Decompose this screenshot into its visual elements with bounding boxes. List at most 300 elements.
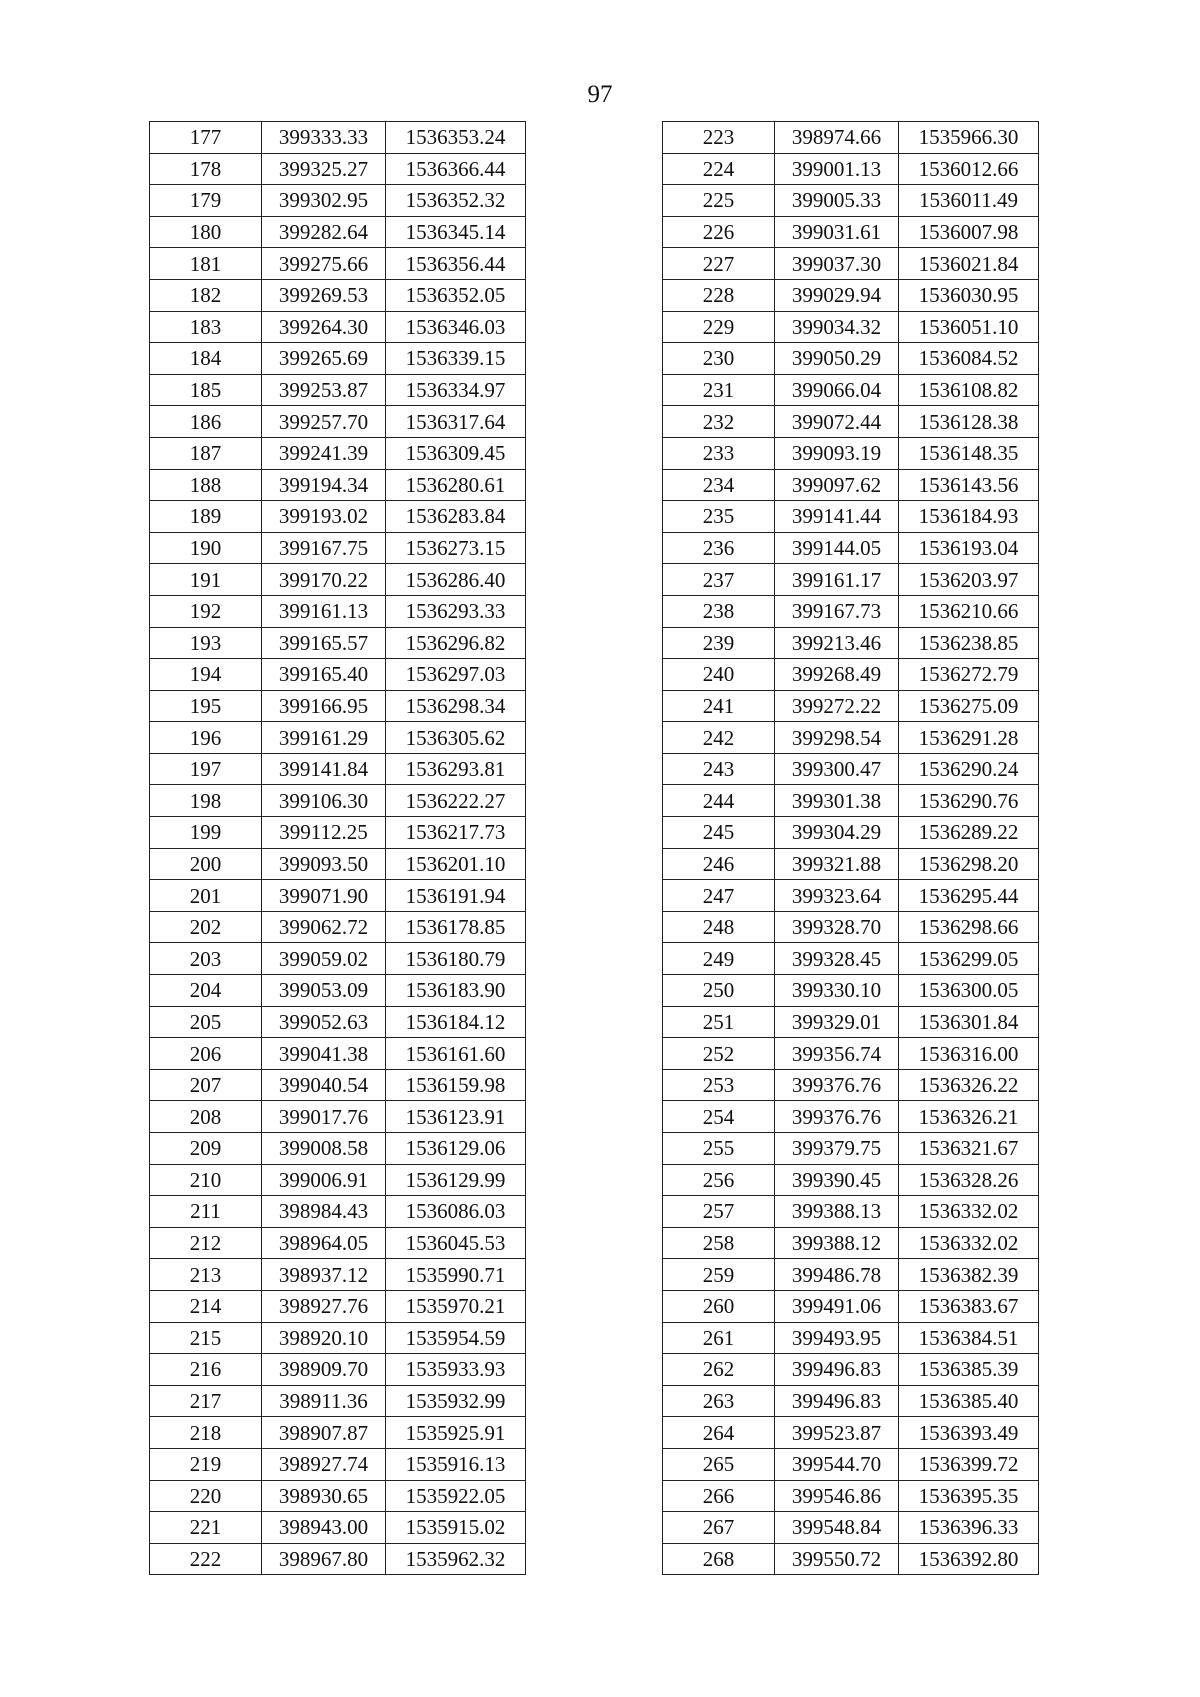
x-coordinate-cell: 399496.83 — [775, 1385, 899, 1417]
y-coordinate-cell: 1536295.44 — [899, 880, 1039, 912]
x-coordinate-cell: 399301.38 — [775, 785, 899, 817]
point-number-cell: 214 — [150, 1290, 262, 1322]
table-row — [663, 1322, 1039, 1354]
x-coordinate-cell: 399325.27 — [262, 153, 386, 185]
y-coordinate-cell: 1536291.28 — [899, 722, 1039, 754]
y-coordinate-cell: 1536298.66 — [899, 911, 1039, 943]
x-coordinate-cell: 399550.72 — [775, 1543, 899, 1575]
table-row — [663, 248, 1039, 280]
x-coordinate-cell: 399170.22 — [262, 564, 386, 596]
point-number-cell: 183 — [150, 311, 262, 343]
table-row — [663, 1196, 1039, 1228]
y-coordinate-cell: 1536012.66 — [899, 153, 1039, 185]
table-row — [663, 343, 1039, 375]
point-number-cell: 262 — [663, 1354, 775, 1386]
table-row — [150, 785, 526, 817]
x-coordinate-cell: 399041.38 — [262, 1038, 386, 1070]
table-row — [150, 248, 526, 280]
y-coordinate-cell: 1536395.35 — [899, 1480, 1039, 1512]
point-number-cell: 210 — [150, 1164, 262, 1196]
y-coordinate-cell: 1536326.22 — [899, 1069, 1039, 1101]
point-number-cell: 223 — [663, 122, 775, 154]
table-row — [663, 437, 1039, 469]
table-row — [150, 374, 526, 406]
y-coordinate-cell: 1535925.91 — [386, 1417, 526, 1449]
table-row — [663, 374, 1039, 406]
y-coordinate-cell: 1536184.93 — [899, 501, 1039, 533]
point-number-cell: 252 — [663, 1038, 775, 1070]
x-coordinate-cell: 399066.04 — [775, 374, 899, 406]
y-coordinate-cell: 1536297.03 — [386, 659, 526, 691]
table-row — [150, 216, 526, 248]
x-coordinate-cell: 399300.47 — [775, 753, 899, 785]
point-number-cell: 195 — [150, 690, 262, 722]
y-coordinate-cell: 1536280.61 — [386, 469, 526, 501]
y-coordinate-cell: 1536321.67 — [899, 1133, 1039, 1165]
y-coordinate-cell: 1536396.33 — [899, 1512, 1039, 1544]
point-number-cell: 261 — [663, 1322, 775, 1354]
point-number-cell: 242 — [663, 722, 775, 754]
y-coordinate-cell: 1536030.95 — [899, 279, 1039, 311]
point-number-cell: 200 — [150, 848, 262, 880]
point-number-cell: 233 — [663, 437, 775, 469]
table-row — [150, 722, 526, 754]
y-coordinate-cell: 1535932.99 — [386, 1385, 526, 1417]
x-coordinate-cell: 399548.84 — [775, 1512, 899, 1544]
point-number-cell: 253 — [663, 1069, 775, 1101]
table-row — [663, 943, 1039, 975]
table-row — [150, 1290, 526, 1322]
x-coordinate-cell: 399376.76 — [775, 1101, 899, 1133]
coordinate-table-left-body — [150, 122, 526, 1575]
x-coordinate-cell: 398927.74 — [262, 1448, 386, 1480]
x-coordinate-cell: 399268.49 — [775, 659, 899, 691]
table-row — [663, 406, 1039, 438]
x-coordinate-cell: 399275.66 — [262, 248, 386, 280]
y-coordinate-cell: 1536316.00 — [899, 1038, 1039, 1070]
y-coordinate-cell: 1536296.82 — [386, 627, 526, 659]
x-coordinate-cell: 399144.05 — [775, 532, 899, 564]
point-number-cell: 237 — [663, 564, 775, 596]
table-row — [663, 1133, 1039, 1165]
x-coordinate-cell: 399050.29 — [775, 343, 899, 375]
x-coordinate-cell: 398984.43 — [262, 1196, 386, 1228]
point-number-cell: 221 — [150, 1512, 262, 1544]
y-coordinate-cell: 1536332.02 — [899, 1196, 1039, 1228]
table-row — [150, 1543, 526, 1575]
y-coordinate-cell: 1536353.24 — [386, 122, 526, 154]
x-coordinate-cell: 398974.66 — [775, 122, 899, 154]
point-number-cell: 228 — [663, 279, 775, 311]
point-number-cell: 249 — [663, 943, 775, 975]
table-row — [150, 564, 526, 596]
page-number: 97 — [587, 81, 613, 108]
x-coordinate-cell: 399493.95 — [775, 1322, 899, 1354]
y-coordinate-cell: 1536180.79 — [386, 943, 526, 975]
y-coordinate-cell: 1536178.85 — [386, 911, 526, 943]
table-row — [150, 690, 526, 722]
table-row — [663, 1259, 1039, 1291]
table-row — [150, 122, 526, 154]
point-number-cell: 178 — [150, 153, 262, 185]
point-number-cell: 207 — [150, 1069, 262, 1101]
x-coordinate-cell: 398911.36 — [262, 1385, 386, 1417]
y-coordinate-cell: 1535915.02 — [386, 1512, 526, 1544]
table-row — [663, 532, 1039, 564]
x-coordinate-cell: 399330.10 — [775, 975, 899, 1007]
x-coordinate-cell: 399257.70 — [262, 406, 386, 438]
y-coordinate-cell: 1536045.53 — [386, 1227, 526, 1259]
x-coordinate-cell: 399390.45 — [775, 1164, 899, 1196]
x-coordinate-cell: 399029.94 — [775, 279, 899, 311]
point-number-cell: 264 — [663, 1417, 775, 1449]
table-row — [150, 1133, 526, 1165]
x-coordinate-cell: 399388.12 — [775, 1227, 899, 1259]
point-number-cell: 188 — [150, 469, 262, 501]
y-coordinate-cell: 1536275.09 — [899, 690, 1039, 722]
point-number-cell: 180 — [150, 216, 262, 248]
x-coordinate-cell: 399106.30 — [262, 785, 386, 817]
x-coordinate-cell: 399008.58 — [262, 1133, 386, 1165]
table-row — [663, 311, 1039, 343]
table-row — [663, 122, 1039, 154]
y-coordinate-cell: 1536222.27 — [386, 785, 526, 817]
table-row — [150, 311, 526, 343]
table-row — [150, 627, 526, 659]
y-coordinate-cell: 1536084.52 — [899, 343, 1039, 375]
table-row — [663, 1480, 1039, 1512]
y-coordinate-cell: 1536299.05 — [899, 943, 1039, 975]
y-coordinate-cell: 1536272.79 — [899, 659, 1039, 691]
y-coordinate-cell: 1536298.20 — [899, 848, 1039, 880]
x-coordinate-cell: 399491.06 — [775, 1290, 899, 1322]
y-coordinate-cell: 1536184.12 — [386, 1006, 526, 1038]
point-number-cell: 256 — [663, 1164, 775, 1196]
y-coordinate-cell: 1536383.67 — [899, 1290, 1039, 1322]
y-coordinate-cell: 1536123.91 — [386, 1101, 526, 1133]
y-coordinate-cell: 1536193.04 — [899, 532, 1039, 564]
y-coordinate-cell: 1536021.84 — [899, 248, 1039, 280]
x-coordinate-cell: 399062.72 — [262, 911, 386, 943]
x-coordinate-cell: 399304.29 — [775, 817, 899, 849]
coordinate-table-right-body — [663, 122, 1039, 1575]
coordinate-table-right — [662, 121, 1039, 1575]
x-coordinate-cell: 399298.54 — [775, 722, 899, 754]
point-number-cell: 255 — [663, 1133, 775, 1165]
table-row — [150, 1480, 526, 1512]
point-number-cell: 229 — [663, 311, 775, 343]
y-coordinate-cell: 1536238.85 — [899, 627, 1039, 659]
point-number-cell: 182 — [150, 279, 262, 311]
point-number-cell: 187 — [150, 437, 262, 469]
point-number-cell: 208 — [150, 1101, 262, 1133]
table-row — [663, 848, 1039, 880]
point-number-cell: 266 — [663, 1480, 775, 1512]
point-number-cell: 205 — [150, 1006, 262, 1038]
table-row — [150, 1038, 526, 1070]
point-number-cell: 240 — [663, 659, 775, 691]
table-row — [663, 1354, 1039, 1386]
x-coordinate-cell: 399093.19 — [775, 437, 899, 469]
point-number-cell: 191 — [150, 564, 262, 596]
table-row — [150, 532, 526, 564]
y-coordinate-cell: 1536385.40 — [899, 1385, 1039, 1417]
point-number-cell: 247 — [663, 880, 775, 912]
y-coordinate-cell: 1536339.15 — [386, 343, 526, 375]
y-coordinate-cell: 1536328.26 — [899, 1164, 1039, 1196]
point-number-cell: 186 — [150, 406, 262, 438]
point-number-cell: 219 — [150, 1448, 262, 1480]
y-coordinate-cell: 1536286.40 — [386, 564, 526, 596]
table-row — [663, 216, 1039, 248]
y-coordinate-cell: 1536352.32 — [386, 185, 526, 217]
y-coordinate-cell: 1535962.32 — [386, 1543, 526, 1575]
table-row — [663, 1038, 1039, 1070]
y-coordinate-cell: 1536305.62 — [386, 722, 526, 754]
point-number-cell: 250 — [663, 975, 775, 1007]
y-coordinate-cell: 1536129.06 — [386, 1133, 526, 1165]
y-coordinate-cell: 1535933.93 — [386, 1354, 526, 1386]
x-coordinate-cell: 399071.90 — [262, 880, 386, 912]
x-coordinate-cell: 399059.02 — [262, 943, 386, 975]
table-row — [150, 185, 526, 217]
x-coordinate-cell: 399165.57 — [262, 627, 386, 659]
table-row — [663, 185, 1039, 217]
point-number-cell: 227 — [663, 248, 775, 280]
table-row — [150, 1069, 526, 1101]
y-coordinate-cell: 1536334.97 — [386, 374, 526, 406]
table-row — [150, 659, 526, 691]
table-row — [150, 437, 526, 469]
x-coordinate-cell: 399141.44 — [775, 501, 899, 533]
point-number-cell: 211 — [150, 1196, 262, 1228]
table-row — [663, 1290, 1039, 1322]
y-coordinate-cell: 1535970.21 — [386, 1290, 526, 1322]
table-row — [663, 1417, 1039, 1449]
y-coordinate-cell: 1536289.22 — [899, 817, 1039, 849]
point-number-cell: 263 — [663, 1385, 775, 1417]
x-coordinate-cell: 399194.34 — [262, 469, 386, 501]
y-coordinate-cell: 1536148.35 — [899, 437, 1039, 469]
point-number-cell: 216 — [150, 1354, 262, 1386]
y-coordinate-cell: 1536007.98 — [899, 216, 1039, 248]
table-row — [150, 501, 526, 533]
y-coordinate-cell: 1536366.44 — [386, 153, 526, 185]
x-coordinate-cell: 399097.62 — [775, 469, 899, 501]
y-coordinate-cell: 1536345.14 — [386, 216, 526, 248]
table-row — [663, 1543, 1039, 1575]
point-number-cell: 248 — [663, 911, 775, 943]
x-coordinate-cell: 399496.83 — [775, 1354, 899, 1386]
y-coordinate-cell: 1536326.21 — [899, 1101, 1039, 1133]
point-number-cell: 268 — [663, 1543, 775, 1575]
point-number-cell: 245 — [663, 817, 775, 849]
y-coordinate-cell: 1536300.05 — [899, 975, 1039, 1007]
point-number-cell: 267 — [663, 1512, 775, 1544]
table-row — [150, 1417, 526, 1449]
x-coordinate-cell: 399093.50 — [262, 848, 386, 880]
x-coordinate-cell: 399031.61 — [775, 216, 899, 248]
table-row — [663, 1101, 1039, 1133]
x-coordinate-cell: 399264.30 — [262, 311, 386, 343]
x-coordinate-cell: 398909.70 — [262, 1354, 386, 1386]
x-coordinate-cell: 399167.73 — [775, 595, 899, 627]
y-coordinate-cell: 1536159.98 — [386, 1069, 526, 1101]
x-coordinate-cell: 398943.00 — [262, 1512, 386, 1544]
x-coordinate-cell: 398907.87 — [262, 1417, 386, 1449]
y-coordinate-cell: 1536384.51 — [899, 1322, 1039, 1354]
point-number-cell: 234 — [663, 469, 775, 501]
x-coordinate-cell: 399072.44 — [775, 406, 899, 438]
point-number-cell: 190 — [150, 532, 262, 564]
y-coordinate-cell: 1536210.66 — [899, 595, 1039, 627]
y-coordinate-cell: 1535922.05 — [386, 1480, 526, 1512]
x-coordinate-cell: 399006.91 — [262, 1164, 386, 1196]
table-row — [150, 595, 526, 627]
x-coordinate-cell: 399241.39 — [262, 437, 386, 469]
point-number-cell: 206 — [150, 1038, 262, 1070]
y-coordinate-cell: 1536385.39 — [899, 1354, 1039, 1386]
table-row — [663, 1227, 1039, 1259]
x-coordinate-cell: 399379.75 — [775, 1133, 899, 1165]
x-coordinate-cell: 399388.13 — [775, 1196, 899, 1228]
point-number-cell: 209 — [150, 1133, 262, 1165]
y-coordinate-cell: 1536283.84 — [386, 501, 526, 533]
table-row — [663, 753, 1039, 785]
x-coordinate-cell: 398927.76 — [262, 1290, 386, 1322]
table-row — [150, 753, 526, 785]
x-coordinate-cell: 399112.25 — [262, 817, 386, 849]
y-coordinate-cell: 1536332.02 — [899, 1227, 1039, 1259]
x-coordinate-cell: 399282.64 — [262, 216, 386, 248]
table-row — [150, 1164, 526, 1196]
y-coordinate-cell: 1536298.34 — [386, 690, 526, 722]
point-number-cell: 198 — [150, 785, 262, 817]
point-number-cell: 222 — [150, 1543, 262, 1575]
point-number-cell: 251 — [663, 1006, 775, 1038]
x-coordinate-cell: 398930.65 — [262, 1480, 386, 1512]
y-coordinate-cell: 1536317.64 — [386, 406, 526, 438]
table-row — [150, 469, 526, 501]
x-coordinate-cell: 399323.64 — [775, 880, 899, 912]
point-number-cell: 243 — [663, 753, 775, 785]
table-row — [663, 469, 1039, 501]
x-coordinate-cell: 399269.53 — [262, 279, 386, 311]
y-coordinate-cell: 1535990.71 — [386, 1259, 526, 1291]
point-number-cell: 199 — [150, 817, 262, 849]
table-row — [150, 406, 526, 438]
table-row — [150, 1196, 526, 1228]
table-row — [150, 1354, 526, 1386]
table-row — [150, 1101, 526, 1133]
y-coordinate-cell: 1536290.24 — [899, 753, 1039, 785]
y-coordinate-cell: 1536293.33 — [386, 595, 526, 627]
y-coordinate-cell: 1536191.94 — [386, 880, 526, 912]
x-coordinate-cell: 399328.70 — [775, 911, 899, 943]
y-coordinate-cell: 1536183.90 — [386, 975, 526, 1007]
y-coordinate-cell: 1536086.03 — [386, 1196, 526, 1228]
table-row — [663, 279, 1039, 311]
table-row — [663, 975, 1039, 1007]
point-number-cell: 241 — [663, 690, 775, 722]
table-row — [150, 1512, 526, 1544]
table-row — [663, 501, 1039, 533]
x-coordinate-cell: 399329.01 — [775, 1006, 899, 1038]
x-coordinate-cell: 399161.29 — [262, 722, 386, 754]
table-row — [150, 1322, 526, 1354]
table-row — [663, 1512, 1039, 1544]
y-coordinate-cell: 1536011.49 — [899, 185, 1039, 217]
point-number-cell: 265 — [663, 1448, 775, 1480]
y-coordinate-cell: 1536290.76 — [899, 785, 1039, 817]
point-number-cell: 185 — [150, 374, 262, 406]
x-coordinate-cell: 398937.12 — [262, 1259, 386, 1291]
x-coordinate-cell: 399356.74 — [775, 1038, 899, 1070]
table-row — [663, 659, 1039, 691]
x-coordinate-cell: 399328.45 — [775, 943, 899, 975]
table-row — [150, 1227, 526, 1259]
table-row — [150, 1006, 526, 1038]
x-coordinate-cell: 399005.33 — [775, 185, 899, 217]
y-coordinate-cell: 1536143.56 — [899, 469, 1039, 501]
point-number-cell: 215 — [150, 1322, 262, 1354]
y-coordinate-cell: 1535966.30 — [899, 122, 1039, 154]
point-number-cell: 235 — [663, 501, 775, 533]
y-coordinate-cell: 1536309.45 — [386, 437, 526, 469]
point-number-cell: 204 — [150, 975, 262, 1007]
point-number-cell: 254 — [663, 1101, 775, 1133]
y-coordinate-cell: 1536273.15 — [386, 532, 526, 564]
y-coordinate-cell: 1536217.73 — [386, 817, 526, 849]
table-row — [663, 1006, 1039, 1038]
y-coordinate-cell: 1536399.72 — [899, 1448, 1039, 1480]
x-coordinate-cell: 399213.46 — [775, 627, 899, 659]
point-number-cell: 220 — [150, 1480, 262, 1512]
table-row — [663, 785, 1039, 817]
x-coordinate-cell: 399037.30 — [775, 248, 899, 280]
y-coordinate-cell: 1536352.05 — [386, 279, 526, 311]
x-coordinate-cell: 398920.10 — [262, 1322, 386, 1354]
table-row — [663, 595, 1039, 627]
x-coordinate-cell: 399376.76 — [775, 1069, 899, 1101]
table-row — [663, 1385, 1039, 1417]
x-coordinate-cell: 399161.13 — [262, 595, 386, 627]
point-number-cell: 218 — [150, 1417, 262, 1449]
point-number-cell: 179 — [150, 185, 262, 217]
table-row — [150, 880, 526, 912]
x-coordinate-cell: 399544.70 — [775, 1448, 899, 1480]
table-row — [663, 817, 1039, 849]
table-row — [663, 1069, 1039, 1101]
point-number-cell: 224 — [663, 153, 775, 185]
point-number-cell: 197 — [150, 753, 262, 785]
x-coordinate-cell: 399272.22 — [775, 690, 899, 722]
table-row — [663, 564, 1039, 596]
y-coordinate-cell: 1536128.38 — [899, 406, 1039, 438]
x-coordinate-cell: 399161.17 — [775, 564, 899, 596]
point-number-cell: 193 — [150, 627, 262, 659]
point-number-cell: 201 — [150, 880, 262, 912]
table-row — [150, 817, 526, 849]
point-number-cell: 257 — [663, 1196, 775, 1228]
table-row — [150, 911, 526, 943]
table-row — [663, 690, 1039, 722]
point-number-cell: 212 — [150, 1227, 262, 1259]
table-row — [663, 153, 1039, 185]
y-coordinate-cell: 1536129.99 — [386, 1164, 526, 1196]
point-number-cell: 246 — [663, 848, 775, 880]
y-coordinate-cell: 1536293.81 — [386, 753, 526, 785]
